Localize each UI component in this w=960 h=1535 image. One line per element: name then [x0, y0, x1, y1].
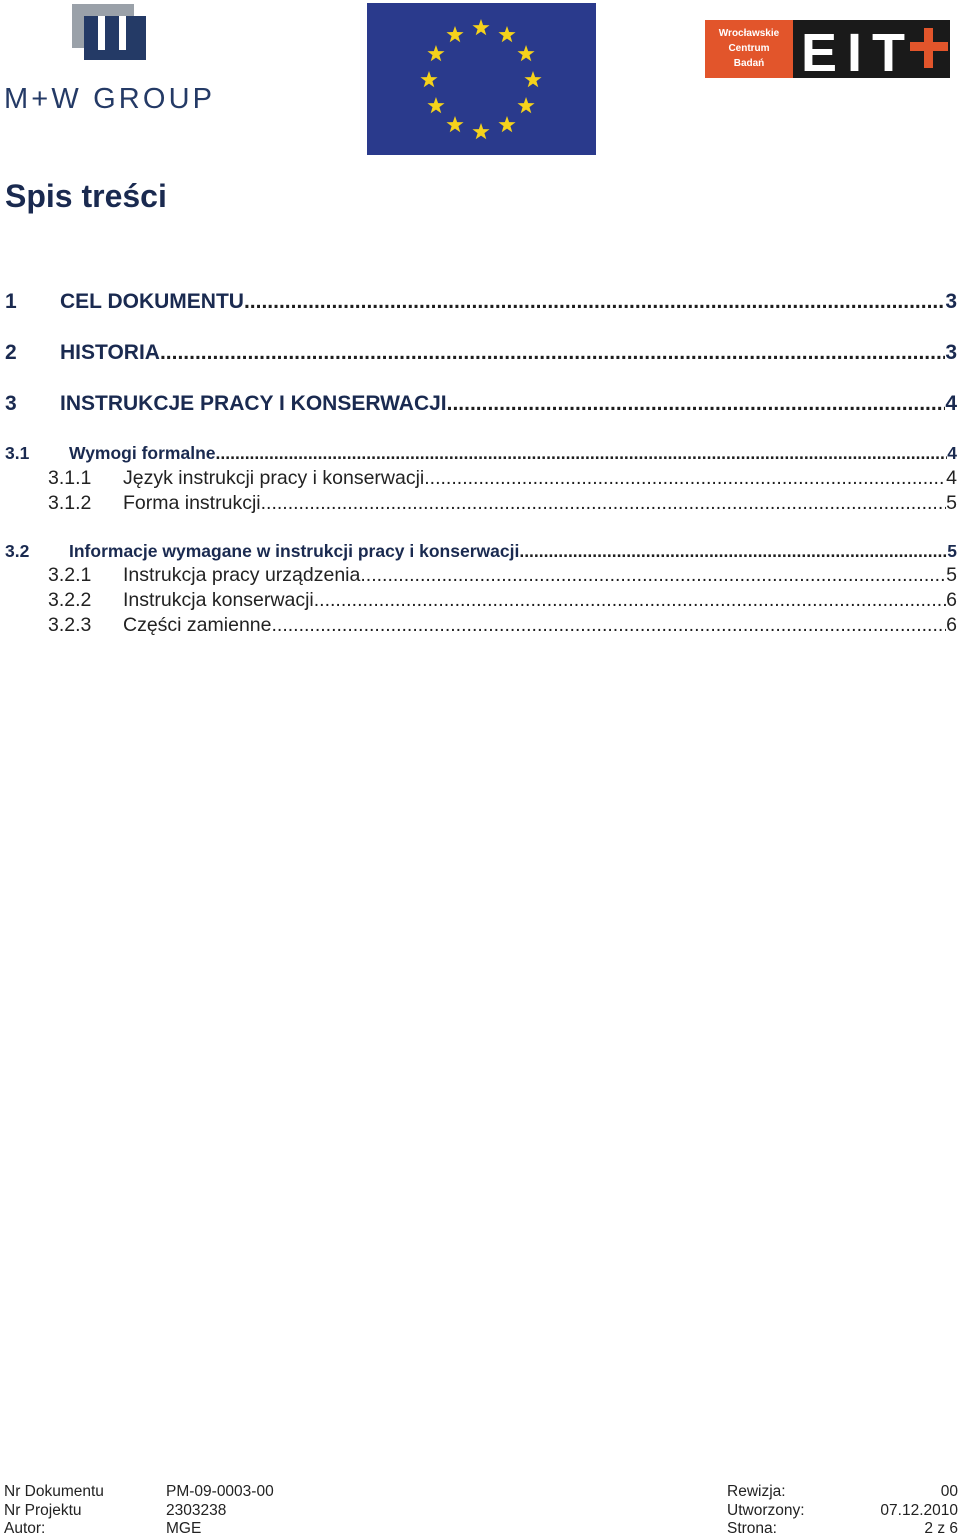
- toc-entry-page: 5: [946, 564, 957, 586]
- toc-title: Spis treści: [5, 178, 167, 214]
- toc-entry-page: 5: [947, 541, 957, 561]
- footer-row: [0, 1483, 960, 1502]
- toc-leader-dots: [314, 589, 946, 612]
- toc-entry-number: 3.2.3: [48, 614, 92, 636]
- toc-leader-dots: [360, 564, 946, 587]
- project-number-label: Nr Projektu: [4, 1501, 82, 1519]
- document-footer: [0, 1483, 960, 1535]
- toc-entry-number: 3.1.2: [48, 492, 92, 514]
- toc-leader-dots: [271, 614, 946, 637]
- svg-text:EIT: EIT: [801, 23, 905, 78]
- eu-flag-logo: [367, 3, 596, 155]
- toc-leader-dots: [244, 290, 945, 314]
- toc-entry[interactable]: [5, 541, 957, 562]
- svg-text:Centrum: Centrum: [728, 43, 770, 54]
- doc-number-label: Nr Dokumentu: [4, 1483, 104, 1500]
- revision-value: 00: [940, 1483, 958, 1500]
- toc-leader-dots: [447, 392, 946, 416]
- toc-entry-page: 4: [947, 443, 957, 463]
- toc-entry[interactable]: [48, 492, 957, 515]
- toc-leader-dots: [424, 467, 946, 490]
- toc-entry[interactable]: [5, 341, 957, 365]
- revision-label: Rewizja:: [727, 1483, 786, 1500]
- toc-entry-number: 2: [5, 341, 17, 364]
- toc-entry[interactable]: [48, 564, 957, 587]
- toc-entry-text: Instrukcja konserwacji: [123, 589, 314, 611]
- toc-entry-page: 3: [945, 290, 957, 313]
- toc-entry-text: CEL DOKUMENTU: [60, 290, 244, 313]
- toc-entry-number: 3: [5, 392, 17, 415]
- author-value: MGE: [166, 1520, 202, 1535]
- toc-entry[interactable]: [48, 589, 957, 612]
- toc-entry-text: Język instrukcji pracy i konserwacji: [123, 467, 425, 489]
- toc-entry-text: Instrukcja pracy urządzenia: [123, 564, 361, 586]
- footer-row: [0, 1502, 960, 1521]
- toc-entry-page: 5: [946, 492, 957, 514]
- toc-entry-text: Forma instrukcji: [123, 492, 261, 514]
- toc-entry[interactable]: [5, 290, 957, 314]
- toc-entry-text: Wymogi formalne: [69, 443, 216, 463]
- toc-entry[interactable]: [48, 614, 957, 637]
- doc-number-value: PM-09-0003-00: [166, 1483, 274, 1500]
- created-label: Utworzony:: [727, 1501, 805, 1519]
- footer-row: [0, 1520, 960, 1535]
- project-number-value: 2303238: [166, 1501, 227, 1519]
- page-label: Strona:: [727, 1520, 777, 1535]
- toc-entry-number: 3.2.2: [48, 589, 92, 611]
- toc-entry-number: 1: [5, 290, 17, 313]
- toc-entry[interactable]: [48, 467, 957, 490]
- toc-entry[interactable]: [5, 392, 957, 416]
- toc-entry-text: HISTORIA: [60, 341, 160, 364]
- toc-entry-text: Informacje wymagane w instrukcji pracy i konserwacji: [69, 541, 520, 561]
- svg-text:M+W GROUP: M+W GROUP: [4, 83, 214, 114]
- toc-leader-dots: [261, 492, 947, 515]
- toc-entry-number: 3.2.1: [48, 564, 92, 586]
- toc-entry-number: 3.1.1: [48, 467, 92, 489]
- toc-entry-number: 3.1: [5, 443, 30, 463]
- eit-plus-logo: [705, 20, 950, 78]
- toc-entry-page: 6: [946, 589, 957, 611]
- svg-text:Wrocławskie: Wrocławskie: [718, 28, 780, 39]
- svg-text:Badań: Badań: [733, 58, 765, 69]
- toc-entry-number: 3.2: [5, 541, 30, 561]
- created-value: 07.12.2010: [880, 1501, 958, 1519]
- toc-leader-dots: [519, 541, 947, 562]
- toc-entry-page: 4: [945, 392, 957, 415]
- toc-entry-text: INSTRUKCJE PRACY I KONSERWACJI: [60, 392, 447, 415]
- page-value: 2 z 6: [924, 1520, 958, 1535]
- author-label: Autor:: [4, 1520, 46, 1535]
- toc-entry-text: Części zamienne: [123, 614, 272, 636]
- toc-entry-page: 3: [945, 341, 957, 364]
- toc-entry[interactable]: [5, 443, 957, 464]
- toc-leader-dots: [216, 443, 948, 464]
- toc-leader-dots: [160, 341, 945, 365]
- toc-entry-page: 6: [946, 614, 957, 636]
- mw-group-logo: [2, 2, 217, 114]
- toc-entry-page: 4: [946, 467, 957, 489]
